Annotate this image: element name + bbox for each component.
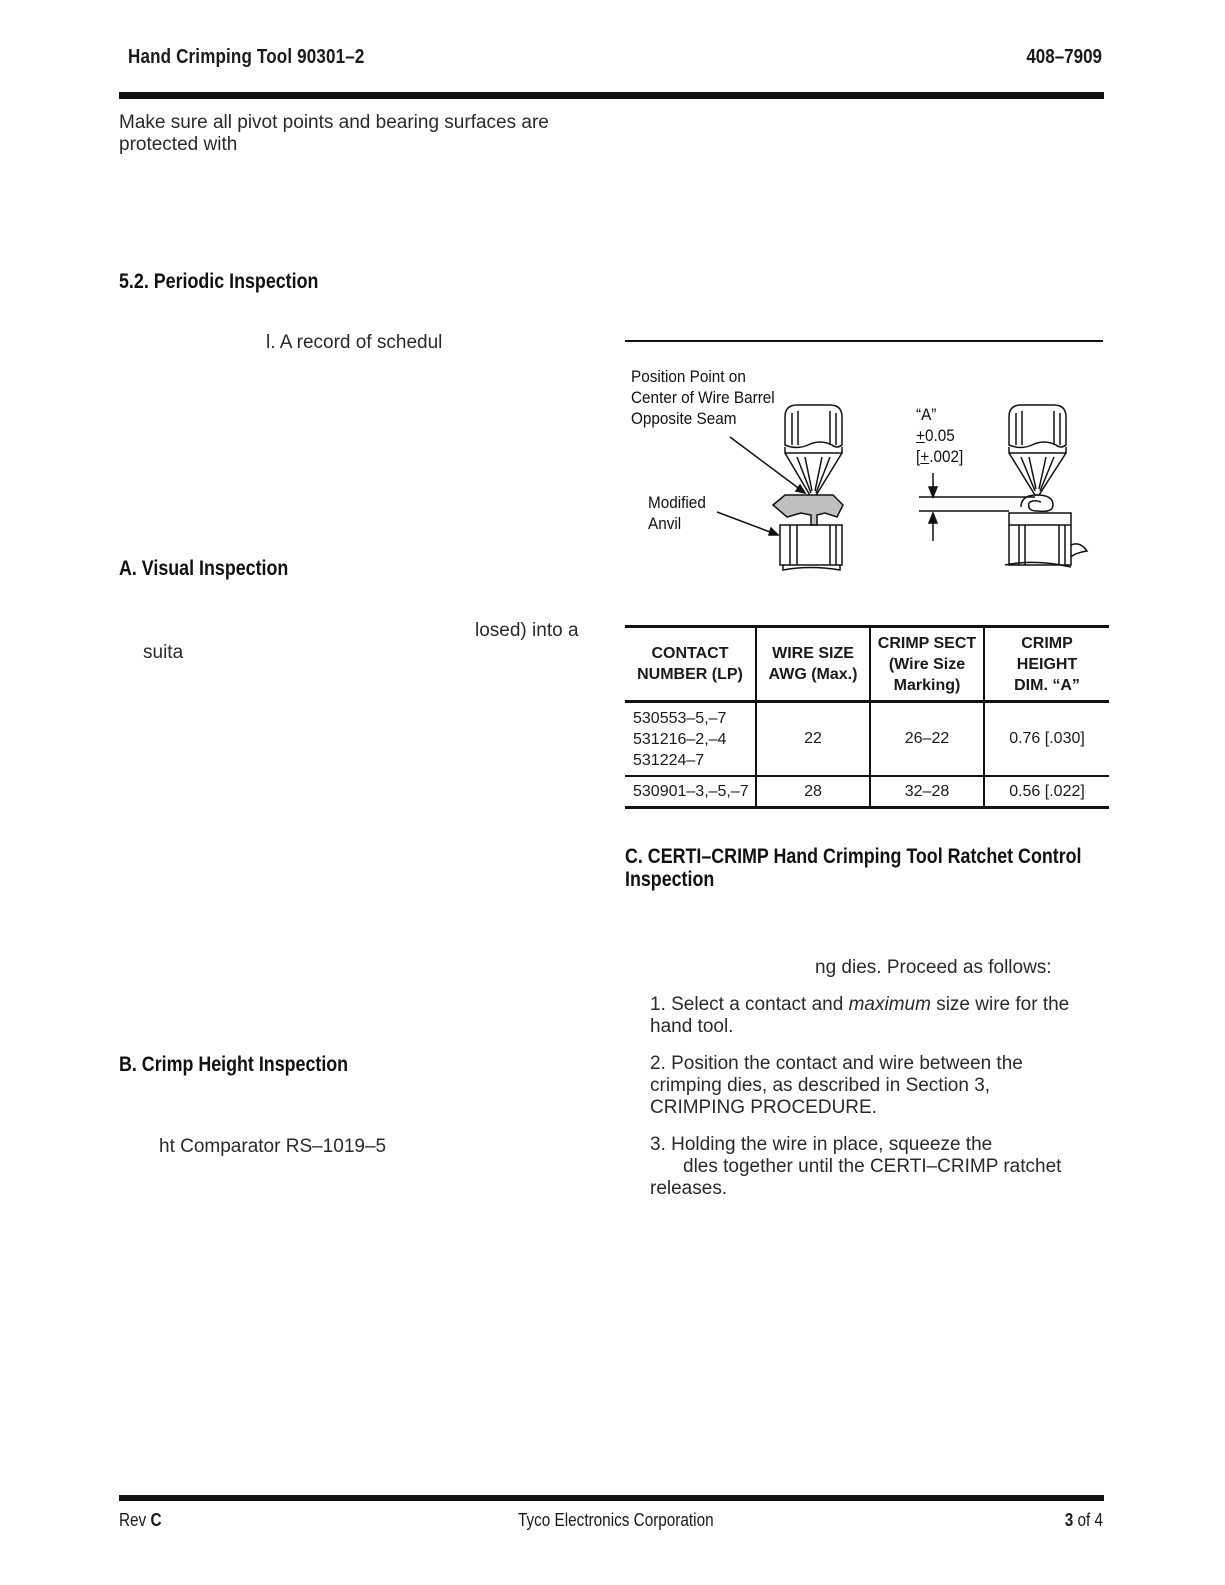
document-title: Hand Crimping Tool 90301–2: [128, 46, 365, 68]
cell-contact: 530553–5,–7 531216–2,–4 531224–7: [625, 702, 756, 777]
anvil-left-icon: [773, 495, 843, 570]
modified-anvil-label: Modified Anvil: [648, 493, 706, 533]
step-2: 2. Position the contact and wire between the crimping dies, as described in Section 3, CRIMPING PROCEDURE.: [650, 1053, 1023, 1118]
anvil-right-icon: [1005, 513, 1087, 567]
record-fragment: l. A record of schedul: [266, 332, 443, 353]
crimp-height-fragment: ht Comparator RS–1019–5: [159, 1136, 387, 1157]
section-5-2-heading: 5.2. Periodic Inspection: [119, 270, 319, 293]
revision-label: Rev C: [119, 1510, 162, 1530]
col-header-crimp-height: CRIMP HEIGHT DIM. “A”: [984, 627, 1109, 702]
col-header-crimp-sect: CRIMP SECT (Wire Size Marking): [870, 627, 984, 702]
table-header-row: [625, 627, 1109, 702]
cell-wire-size: 22: [756, 702, 870, 777]
crimp-height-diagram: [625, 345, 1105, 585]
contact-spec-table: [625, 625, 1109, 809]
cell-crimp-height: 0.76 [.030]: [984, 702, 1109, 777]
indenter-probe-right-icon: [1009, 405, 1066, 495]
ratchet-intro-fragment: ng dies. Proceed as follows:: [815, 957, 1052, 978]
pivot-paragraph: Make sure all pivot points and bearing surfaces are protected with: [119, 112, 549, 155]
table-row: [625, 776, 1109, 808]
crimp-height-heading: B. Crimp Height Inspection: [119, 1053, 349, 1076]
cell-wire-size: 28: [756, 776, 870, 808]
header-rule: [119, 92, 1104, 99]
cell-crimp-sect: 26–22: [870, 702, 984, 777]
page-number: 3 of 4: [1064, 1510, 1103, 1530]
position-point-label: Position Point on Center of Wire Barrel Opposite Seam: [631, 367, 775, 428]
indenter-probe-left-icon: [785, 405, 842, 497]
visual-fragment-2: suita: [143, 642, 184, 663]
step-1: 1. Select a contact and maximum size wire for the hand tool.: [650, 994, 1070, 1037]
company-name: Tyco Electronics Corporation: [518, 1510, 714, 1530]
figure-top-rule: [625, 340, 1103, 342]
visual-inspection-heading: A. Visual Inspection: [119, 557, 289, 580]
footer-rule: [119, 1495, 1104, 1501]
ratchet-inspection-heading: C. CERTI–CRIMP Hand Crimping Tool Ratchet Control Inspection: [625, 845, 1082, 891]
cell-crimp-height: 0.56 [.022]: [984, 776, 1109, 808]
col-header-contact: CONTACT NUMBER (LP): [625, 627, 756, 702]
table-row: [625, 702, 1109, 777]
cell-crimp-sect: 32–28: [870, 776, 984, 808]
document-number: 408–7909: [1026, 46, 1102, 68]
visual-fragment-1: losed) into a: [475, 620, 579, 641]
step-3: 3. Holding the wire in place, squeeze the dles together until the CERTI–CRIMP ratchet releases.: [650, 1134, 1062, 1199]
dimension-a-label: “A” +0.05 [+.002]: [916, 405, 964, 466]
cell-contact: 530901–3,–5,–7: [625, 776, 756, 808]
col-header-wire-size: WIRE SIZE AWG (Max.): [756, 627, 870, 702]
